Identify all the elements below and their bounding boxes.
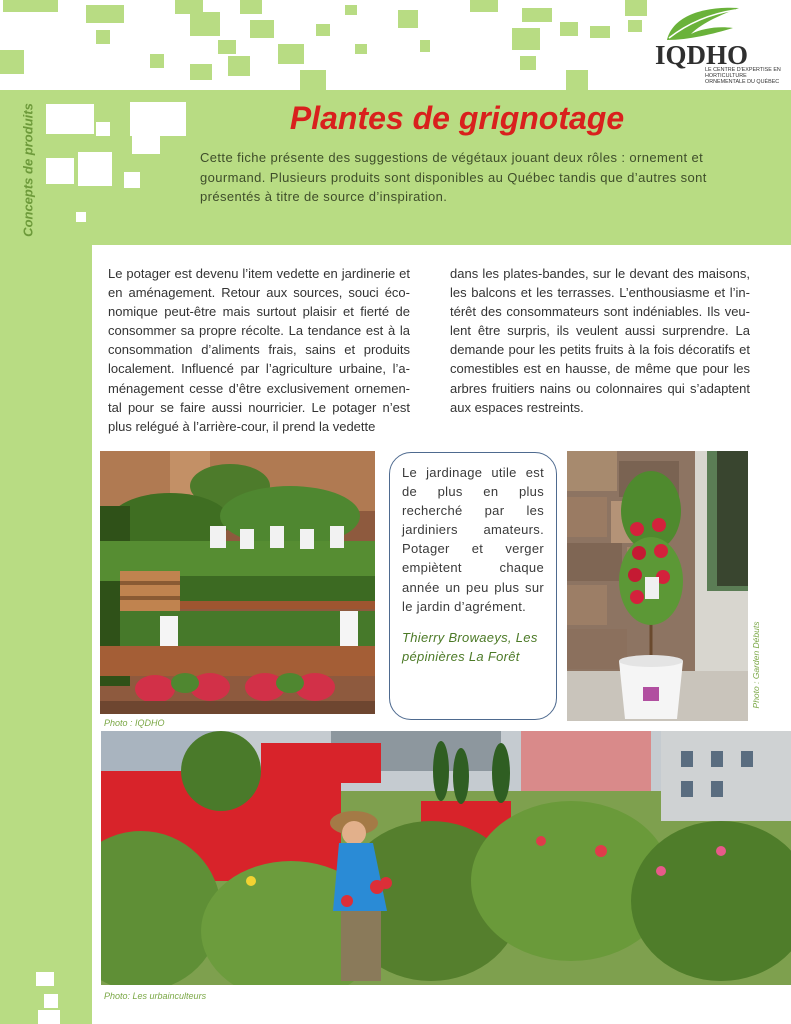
leaf-icon [663, 4, 743, 44]
apple-tree-photo [567, 451, 748, 721]
quote-box [389, 452, 557, 720]
body-column-1: Le potager est devenu l’item vedette en jardinerie et en aménagement. Retour aux sources, souci éco-nomique peut-être mais surtout plaisir et fierté de consommer sa propre récolte. La tendance est à la consommation d’aliments frais, sains et produits localement. Influencé par l’agriculture urbaine, l’a-ménagement cesse d’être exclusivement ornemen-tal pour se faire aussi nourricier. Le potager n’est plus relégué à l’arrière-cour, il prend la vedette [108, 266, 410, 434]
iqdho-logo [655, 4, 785, 90]
rooftop-garden-photo [101, 731, 791, 985]
photo-caption: Photo : IQDHO [104, 718, 165, 728]
body-column-2: dans les plates-bandes, sur le devant des maisons, les balcons et les terrasses. L’enthousiasme et l’in-térêt des consommateurs sont indéniables. Ils veu-lent être surpris, ils veulent aussi surprendre. La demande pour les petits fruits à la fois décoratifs et comestibles est en hausse, de même que pour les arbres fruitiers nains ou colonnaires qui s’adaptent aux espaces restreints. [450, 266, 750, 415]
left-band [0, 245, 92, 1024]
logo-subtitle: LE CENTRE D'EXPERTISE EN HORTICULTURE ORNEMENTALE DU QUÉBEC [705, 67, 781, 86]
photo-caption-vertical: Photo : Garden Débuts [751, 621, 761, 709]
intro-text: Cette fiche présente des suggestions de végétaux jouant deux rôles : ornement et gourmand. Plusieurs produits sont disponibles au Québec tandis que d’autres sont présentés à titre de source d’inspiration. [200, 150, 707, 204]
logo-wordmark: IQDHO [655, 40, 749, 70]
page-title: Plantes de grignotage [289, 100, 625, 136]
photo-caption: Photo: Les urbainculteurs [104, 991, 207, 1001]
quote-author: Thierry Browaeys, Les pépinières La Forêt [402, 629, 538, 664]
garden-center-photo [100, 451, 375, 714]
quote-text: Le jardinage utile est de plus en plus recherché par les jardiniers amateurs. Potager et verger empiètent chaque année un peu plus sur le jardin d’agrément. [402, 465, 544, 614]
section-label: Concepts de produits [20, 103, 36, 237]
